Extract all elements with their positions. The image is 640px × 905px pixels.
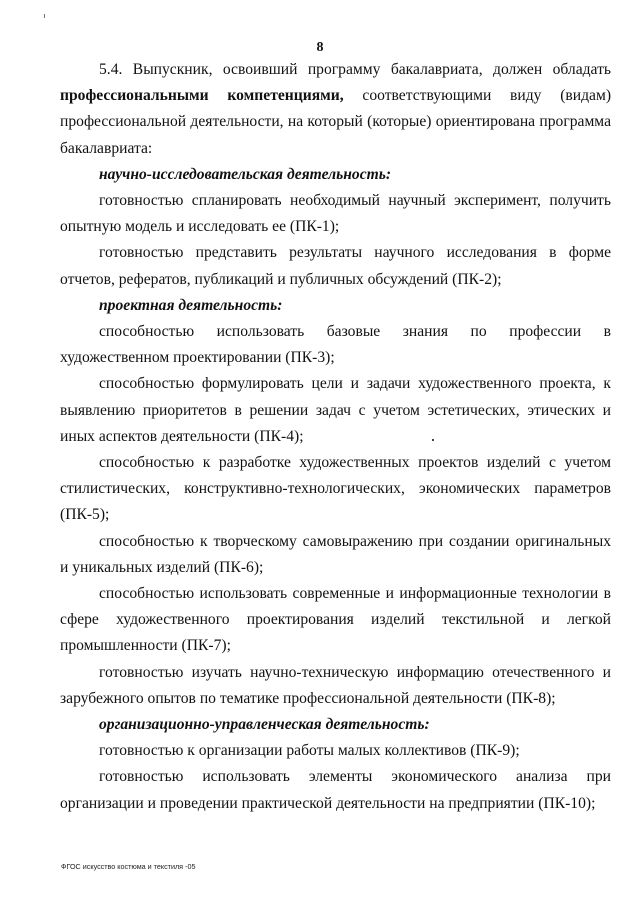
scan-mark bbox=[44, 14, 45, 18]
intro-bold-term: профессиональными компетенциями, bbox=[60, 87, 344, 105]
intro-lead: 5.4. Выпускник, освоивший программу бакалавриата, должен обладать bbox=[99, 61, 611, 78]
intro-paragraph bbox=[60, 57, 611, 162]
competency-pk2: готовностью представить результаты научного исследования в форме отчетов, рефератов, публикаций и публичных обсуждений (ПК-2); bbox=[60, 244, 611, 288]
competency-pk8: готовностью изучать научно-техническую информацию отечественного и зарубежного опытов по тематике профессиональной деятельности (ПК-8); bbox=[60, 663, 611, 707]
page-number: 8 bbox=[316, 40, 324, 55]
intro-rest: соответствующими виду (видам) профессиональной деятельности, на который (которые) ориентирована программа бакалавриата: bbox=[60, 87, 612, 157]
footer-note: ФГОС искусство костюма и текстиля -05 bbox=[61, 862, 196, 871]
competency-pk10: готовностью использовать элементы экономического анализа при организации и проведении практической деятельности на предприятии (ПК-10); bbox=[60, 768, 611, 812]
competency-pk6: способностью к творческому самовыражению при создании оригинальных и уникальных изделий (ПК-6); bbox=[60, 532, 611, 576]
section-heading-management: организационно-управленческая деятельность: bbox=[99, 716, 430, 734]
section-heading-design: проектная деятельность: bbox=[99, 296, 283, 314]
section-heading-research: научно-исследовательская деятельность: bbox=[99, 165, 392, 183]
competency-pk7: способностью использовать современные и информационные технологии в сфере художественного проектирования изделий текстильной и легкой промышленности (ПК-7); bbox=[60, 585, 611, 655]
competency-pk9: готовностью к организации работы малых коллективов (ПК-9); bbox=[99, 742, 520, 760]
document-body bbox=[60, 57, 611, 817]
competency-pk4: способностью формулировать цели и задачи художественного проекта, к выявлению приоритетов в решении задач с учетом эстетических, этических и иных аспектов деятельности (ПК-4); bbox=[60, 375, 611, 445]
competency-pk3: способностью использовать базовые знания по профессии в художественном проектировании (ПК-3); bbox=[60, 323, 611, 367]
competency-pk1: готовностью спланировать необходимый научный эксперимент, получить опытную модель и исследовать ее (ПК-1); bbox=[60, 192, 611, 236]
competency-pk5: способностью к разработке художественных проектов изделий с учетом стилистических, конструктивно-технологических, экономических параметров (ПК-5); bbox=[60, 454, 611, 524]
